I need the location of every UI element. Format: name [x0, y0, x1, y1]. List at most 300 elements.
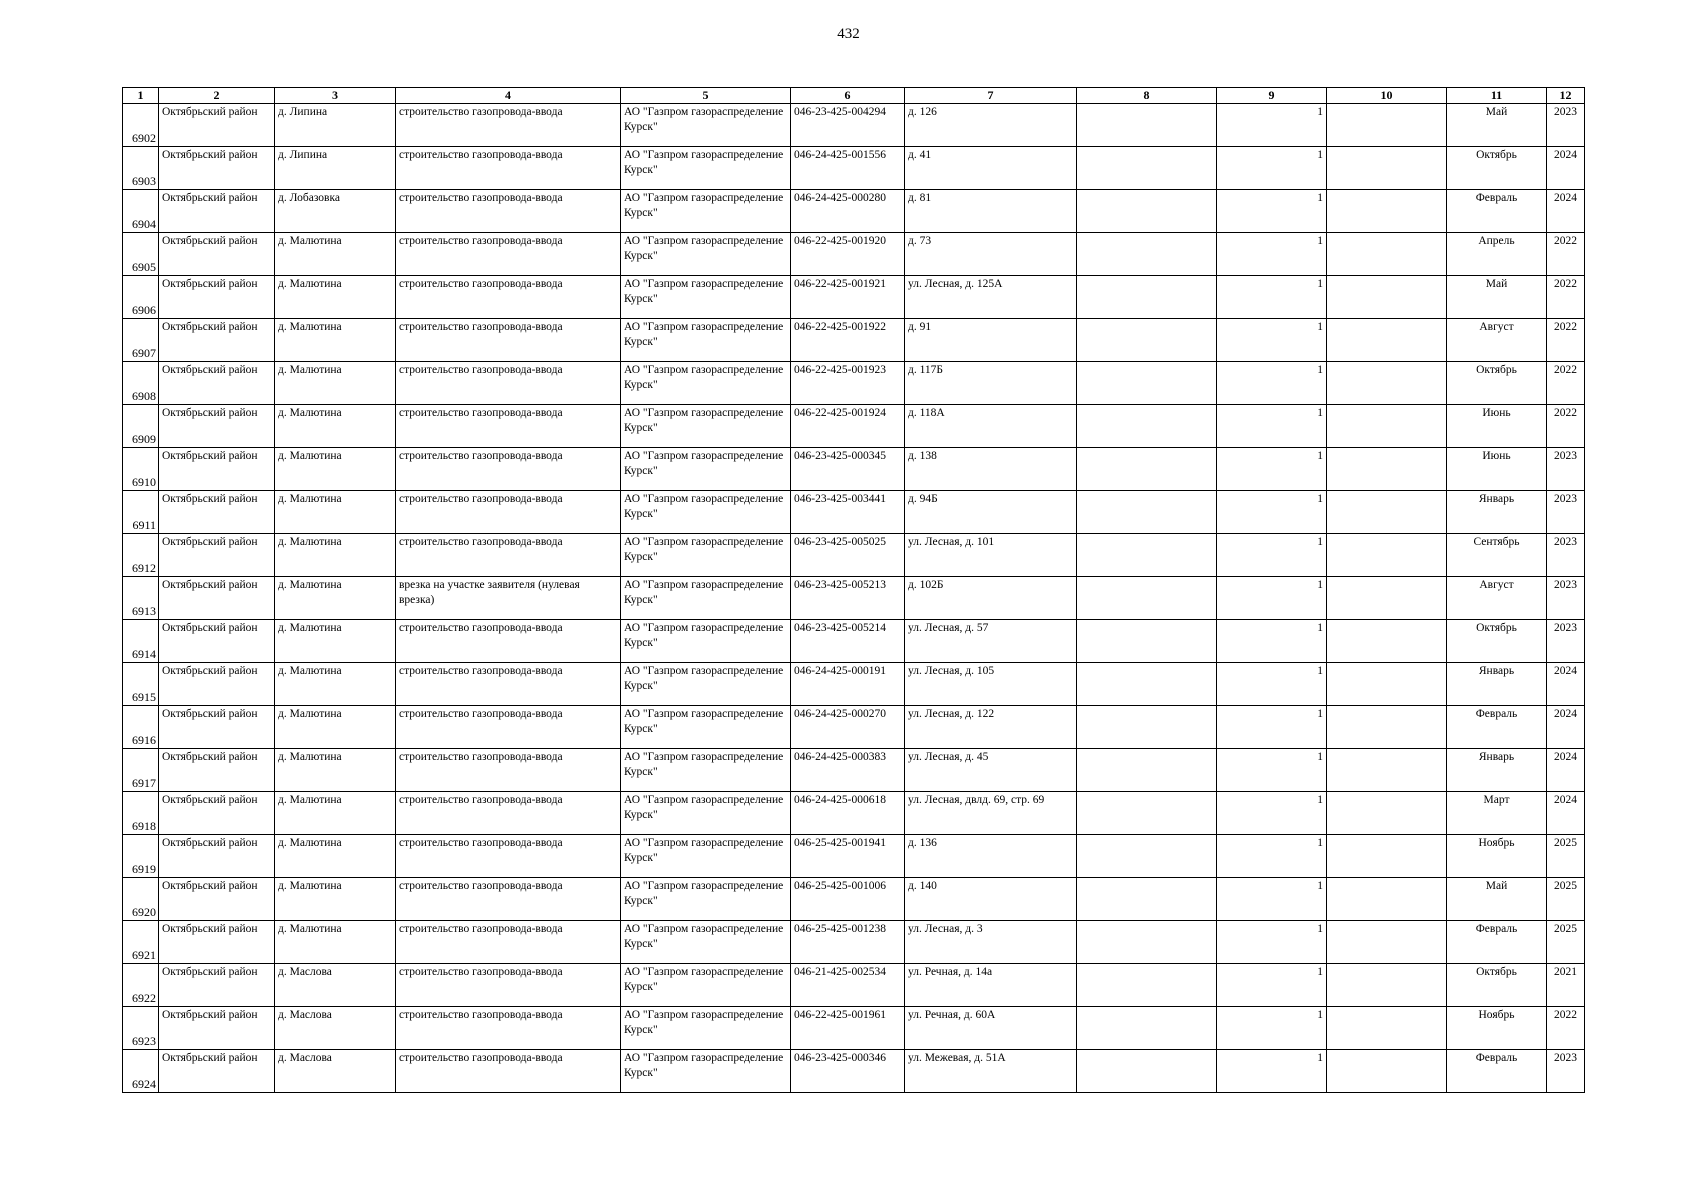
- row-number: 6924: [123, 1050, 159, 1093]
- column-10-cell: [1327, 706, 1447, 749]
- month-cell: Май: [1447, 276, 1547, 319]
- table-row: [123, 792, 1585, 835]
- column-8-cell: [1077, 620, 1217, 663]
- table-row: [123, 362, 1585, 405]
- month-cell: Февраль: [1447, 190, 1547, 233]
- column-8-cell: [1077, 1007, 1217, 1050]
- table-row: [123, 534, 1585, 577]
- address-cell: ул. Лесная, д. 122: [905, 706, 1077, 749]
- column-header: 12: [1547, 88, 1585, 104]
- row-number: 6906: [123, 276, 159, 319]
- column-10-cell: [1327, 362, 1447, 405]
- row-number: 6920: [123, 878, 159, 921]
- district-cell: Октябрьский район: [159, 233, 275, 276]
- table-row: [123, 1050, 1585, 1093]
- address-cell: д. 118А: [905, 405, 1077, 448]
- district-cell: Октябрьский район: [159, 921, 275, 964]
- column-header: 2: [159, 88, 275, 104]
- quantity-cell: 1: [1217, 749, 1327, 792]
- column-header: 10: [1327, 88, 1447, 104]
- row-number: 6911: [123, 491, 159, 534]
- column-header: 4: [396, 88, 621, 104]
- organization-cell: АО "Газпром газораспределение Курск": [621, 104, 791, 147]
- column-8-cell: [1077, 405, 1217, 448]
- row-number: 6909: [123, 405, 159, 448]
- settlement-cell: д. Малютина: [275, 534, 396, 577]
- work-type-cell: строительство газопровода-ввода: [396, 534, 621, 577]
- row-number: 6910: [123, 448, 159, 491]
- row-number: 6919: [123, 835, 159, 878]
- quantity-cell: 1: [1217, 878, 1327, 921]
- year-cell: 2022: [1547, 1007, 1585, 1050]
- quantity-cell: 1: [1217, 792, 1327, 835]
- column-header: 1: [123, 88, 159, 104]
- work-type-cell: строительство газопровода-ввода: [396, 706, 621, 749]
- work-type-cell: строительство газопровода-ввода: [396, 448, 621, 491]
- table-row: [123, 706, 1585, 749]
- month-cell: Октябрь: [1447, 147, 1547, 190]
- address-cell: ул. Речная, д. 60А: [905, 1007, 1077, 1050]
- column-8-cell: [1077, 835, 1217, 878]
- district-cell: Октябрьский район: [159, 362, 275, 405]
- address-cell: д. 102Б: [905, 577, 1077, 620]
- address-cell: ул. Лесная, д. 57: [905, 620, 1077, 663]
- application-code-cell: 046-23-425-000346: [791, 1050, 905, 1093]
- column-10-cell: [1327, 319, 1447, 362]
- year-cell: 2024: [1547, 792, 1585, 835]
- application-code-cell: 046-23-425-005214: [791, 620, 905, 663]
- column-8-cell: [1077, 534, 1217, 577]
- column-10-cell: [1327, 921, 1447, 964]
- row-number: 6923: [123, 1007, 159, 1050]
- table-body: [123, 104, 1585, 1093]
- column-header: 5: [621, 88, 791, 104]
- district-cell: Октябрьский район: [159, 620, 275, 663]
- work-type-cell: строительство газопровода-ввода: [396, 233, 621, 276]
- column-8-cell: [1077, 319, 1217, 362]
- quantity-cell: 1: [1217, 921, 1327, 964]
- year-cell: 2022: [1547, 276, 1585, 319]
- row-number: 6908: [123, 362, 159, 405]
- organization-cell: АО "Газпром газораспределение Курск": [621, 921, 791, 964]
- year-cell: 2023: [1547, 448, 1585, 491]
- month-cell: Май: [1447, 878, 1547, 921]
- work-type-cell: строительство газопровода-ввода: [396, 190, 621, 233]
- district-cell: Октябрьский район: [159, 878, 275, 921]
- row-number: 6907: [123, 319, 159, 362]
- application-code-cell: 046-25-425-001006: [791, 878, 905, 921]
- work-type-cell: строительство газопровода-ввода: [396, 792, 621, 835]
- row-number: 6913: [123, 577, 159, 620]
- address-cell: д. 41: [905, 147, 1077, 190]
- application-code-cell: 046-22-425-001921: [791, 276, 905, 319]
- column-8-cell: [1077, 491, 1217, 534]
- district-cell: Октябрьский район: [159, 276, 275, 319]
- district-cell: Октябрьский район: [159, 1050, 275, 1093]
- quantity-cell: 1: [1217, 276, 1327, 319]
- row-number: 6917: [123, 749, 159, 792]
- organization-cell: АО "Газпром газораспределение Курск": [621, 663, 791, 706]
- quantity-cell: 1: [1217, 147, 1327, 190]
- application-code-cell: 046-21-425-002534: [791, 964, 905, 1007]
- year-cell: 2023: [1547, 577, 1585, 620]
- month-cell: Октябрь: [1447, 362, 1547, 405]
- column-header: 9: [1217, 88, 1327, 104]
- settlement-cell: д. Малютина: [275, 319, 396, 362]
- row-number: 6918: [123, 792, 159, 835]
- quantity-cell: 1: [1217, 362, 1327, 405]
- settlement-cell: д. Малютина: [275, 792, 396, 835]
- year-cell: 2023: [1547, 534, 1585, 577]
- column-8-cell: [1077, 362, 1217, 405]
- row-number: 6903: [123, 147, 159, 190]
- organization-cell: АО "Газпром газораспределение Курск": [621, 1007, 791, 1050]
- column-10-cell: [1327, 620, 1447, 663]
- settlement-cell: д. Лобазовка: [275, 190, 396, 233]
- year-cell: 2024: [1547, 147, 1585, 190]
- district-cell: Октябрьский район: [159, 104, 275, 147]
- month-cell: Февраль: [1447, 1050, 1547, 1093]
- row-number: 6921: [123, 921, 159, 964]
- year-cell: 2022: [1547, 362, 1585, 405]
- table-row: [123, 190, 1585, 233]
- column-10-cell: [1327, 276, 1447, 319]
- column-8-cell: [1077, 233, 1217, 276]
- address-cell: д. 94Б: [905, 491, 1077, 534]
- application-code-cell: 046-23-425-003441: [791, 491, 905, 534]
- table-row: [123, 749, 1585, 792]
- settlement-cell: д. Малютина: [275, 362, 396, 405]
- work-type-cell: строительство газопровода-ввода: [396, 921, 621, 964]
- table-row: [123, 233, 1585, 276]
- quantity-cell: 1: [1217, 964, 1327, 1007]
- row-number: 6922: [123, 964, 159, 1007]
- row-number: 6915: [123, 663, 159, 706]
- month-cell: Октябрь: [1447, 620, 1547, 663]
- work-type-cell: строительство газопровода-ввода: [396, 276, 621, 319]
- year-cell: 2022: [1547, 233, 1585, 276]
- district-cell: Октябрьский район: [159, 835, 275, 878]
- address-cell: ул. Лесная, двлд. 69, стр. 69: [905, 792, 1077, 835]
- column-10-cell: [1327, 964, 1447, 1007]
- row-number: 6914: [123, 620, 159, 663]
- organization-cell: АО "Газпром газораспределение Курск": [621, 577, 791, 620]
- row-number: 6916: [123, 706, 159, 749]
- work-type-cell: врезка на участке заявителя (нулевая врезка): [396, 577, 621, 620]
- column-header: 7: [905, 88, 1077, 104]
- table-row: [123, 577, 1585, 620]
- address-cell: д. 140: [905, 878, 1077, 921]
- address-cell: ул. Лесная, д. 3: [905, 921, 1077, 964]
- year-cell: 2023: [1547, 620, 1585, 663]
- settlement-cell: д. Малютина: [275, 878, 396, 921]
- column-8-cell: [1077, 663, 1217, 706]
- page-number: 432: [837, 26, 860, 42]
- application-code-cell: 046-25-425-001941: [791, 835, 905, 878]
- settlement-cell: д. Малютина: [275, 448, 396, 491]
- district-cell: Октябрьский район: [159, 1007, 275, 1050]
- organization-cell: АО "Газпром газораспределение Курск": [621, 1050, 791, 1093]
- organization-cell: АО "Газпром газораспределение Курск": [621, 319, 791, 362]
- address-cell: ул. Лесная, д. 105: [905, 663, 1077, 706]
- table-row: [123, 491, 1585, 534]
- column-10-cell: [1327, 147, 1447, 190]
- application-code-cell: 046-24-425-000383: [791, 749, 905, 792]
- month-cell: Июнь: [1447, 405, 1547, 448]
- month-cell: Февраль: [1447, 706, 1547, 749]
- column-header: 11: [1447, 88, 1547, 104]
- quantity-cell: 1: [1217, 1050, 1327, 1093]
- column-8-cell: [1077, 921, 1217, 964]
- table-row: [123, 448, 1585, 491]
- column-8-cell: [1077, 1050, 1217, 1093]
- row-number: 6902: [123, 104, 159, 147]
- settlement-cell: д. Малютина: [275, 491, 396, 534]
- district-cell: Октябрьский район: [159, 964, 275, 1007]
- quantity-cell: 1: [1217, 706, 1327, 749]
- table-row: [123, 921, 1585, 964]
- month-cell: Август: [1447, 319, 1547, 362]
- month-cell: Февраль: [1447, 921, 1547, 964]
- year-cell: 2022: [1547, 319, 1585, 362]
- organization-cell: АО "Газпром газораспределение Курск": [621, 233, 791, 276]
- application-code-cell: 046-24-425-000191: [791, 663, 905, 706]
- organization-cell: АО "Газпром газораспределение Курск": [621, 276, 791, 319]
- column-8-cell: [1077, 706, 1217, 749]
- application-code-cell: 046-22-425-001920: [791, 233, 905, 276]
- organization-cell: АО "Газпром газораспределение Курск": [621, 620, 791, 663]
- month-cell: Апрель: [1447, 233, 1547, 276]
- organization-cell: АО "Газпром газораспределение Курск": [621, 878, 791, 921]
- settlement-cell: д. Малютина: [275, 620, 396, 663]
- quantity-cell: 1: [1217, 405, 1327, 448]
- work-type-cell: строительство газопровода-ввода: [396, 147, 621, 190]
- work-type-cell: строительство газопровода-ввода: [396, 620, 621, 663]
- quantity-cell: 1: [1217, 577, 1327, 620]
- year-cell: 2021: [1547, 964, 1585, 1007]
- column-10-cell: [1327, 491, 1447, 534]
- month-cell: Ноябрь: [1447, 835, 1547, 878]
- month-cell: Август: [1447, 577, 1547, 620]
- quantity-cell: 1: [1217, 534, 1327, 577]
- address-cell: д. 126: [905, 104, 1077, 147]
- registry-table: [122, 87, 1585, 1093]
- organization-cell: АО "Газпром газораспределение Курск": [621, 792, 791, 835]
- table-row: [123, 835, 1585, 878]
- row-number: 6905: [123, 233, 159, 276]
- settlement-cell: д. Малютина: [275, 835, 396, 878]
- column-10-cell: [1327, 190, 1447, 233]
- year-cell: 2025: [1547, 835, 1585, 878]
- organization-cell: АО "Газпром газораспределение Курск": [621, 362, 791, 405]
- column-10-cell: [1327, 835, 1447, 878]
- column-10-cell: [1327, 1007, 1447, 1050]
- work-type-cell: строительство газопровода-ввода: [396, 1050, 621, 1093]
- work-type-cell: строительство газопровода-ввода: [396, 1007, 621, 1050]
- settlement-cell: д. Малютина: [275, 405, 396, 448]
- district-cell: Октябрьский район: [159, 792, 275, 835]
- address-cell: д. 73: [905, 233, 1077, 276]
- address-cell: д. 138: [905, 448, 1077, 491]
- settlement-cell: д. Малютина: [275, 276, 396, 319]
- district-cell: Октябрьский район: [159, 190, 275, 233]
- application-code-cell: 046-23-425-004294: [791, 104, 905, 147]
- work-type-cell: строительство газопровода-ввода: [396, 663, 621, 706]
- year-cell: 2024: [1547, 663, 1585, 706]
- table-row: [123, 319, 1585, 362]
- settlement-cell: д. Маслова: [275, 1050, 396, 1093]
- month-cell: Март: [1447, 792, 1547, 835]
- work-type-cell: строительство газопровода-ввода: [396, 964, 621, 1007]
- column-10-cell: [1327, 878, 1447, 921]
- work-type-cell: строительство газопровода-ввода: [396, 319, 621, 362]
- year-cell: 2023: [1547, 104, 1585, 147]
- column-10-cell: [1327, 792, 1447, 835]
- quantity-cell: 1: [1217, 448, 1327, 491]
- month-cell: Ноябрь: [1447, 1007, 1547, 1050]
- month-cell: Январь: [1447, 663, 1547, 706]
- address-cell: ул. Речная, д. 14а: [905, 964, 1077, 1007]
- column-8-cell: [1077, 448, 1217, 491]
- application-code-cell: 046-24-425-001556: [791, 147, 905, 190]
- application-code-cell: 046-22-425-001922: [791, 319, 905, 362]
- column-10-cell: [1327, 233, 1447, 276]
- table-row: [123, 620, 1585, 663]
- header-row: [123, 88, 1585, 104]
- settlement-cell: д. Малютина: [275, 749, 396, 792]
- district-cell: Октябрьский район: [159, 577, 275, 620]
- address-cell: ул. Лесная, д. 45: [905, 749, 1077, 792]
- year-cell: 2023: [1547, 1050, 1585, 1093]
- table-row: [123, 1007, 1585, 1050]
- address-cell: д. 136: [905, 835, 1077, 878]
- settlement-cell: д. Малютина: [275, 577, 396, 620]
- month-cell: Май: [1447, 104, 1547, 147]
- quantity-cell: 1: [1217, 319, 1327, 362]
- table-row: [123, 405, 1585, 448]
- application-code-cell: 046-24-425-000618: [791, 792, 905, 835]
- district-cell: Октябрьский район: [159, 534, 275, 577]
- year-cell: 2024: [1547, 749, 1585, 792]
- table-row: [123, 147, 1585, 190]
- quantity-cell: 1: [1217, 233, 1327, 276]
- table-row: [123, 663, 1585, 706]
- column-10-cell: [1327, 534, 1447, 577]
- address-cell: д. 91: [905, 319, 1077, 362]
- district-cell: Октябрьский район: [159, 147, 275, 190]
- year-cell: 2025: [1547, 878, 1585, 921]
- column-10-cell: [1327, 577, 1447, 620]
- table-row: [123, 276, 1585, 319]
- year-cell: 2024: [1547, 706, 1585, 749]
- application-code-cell: 046-25-425-001238: [791, 921, 905, 964]
- address-cell: ул. Межевая, д. 51А: [905, 1050, 1077, 1093]
- organization-cell: АО "Газпром газораспределение Курск": [621, 448, 791, 491]
- application-code-cell: 046-22-425-001961: [791, 1007, 905, 1050]
- column-8-cell: [1077, 749, 1217, 792]
- organization-cell: АО "Газпром газораспределение Курск": [621, 491, 791, 534]
- application-code-cell: 046-22-425-001924: [791, 405, 905, 448]
- column-8-cell: [1077, 792, 1217, 835]
- month-cell: Январь: [1447, 749, 1547, 792]
- year-cell: 2024: [1547, 190, 1585, 233]
- address-cell: д. 81: [905, 190, 1077, 233]
- application-code-cell: 046-24-425-000270: [791, 706, 905, 749]
- column-8-cell: [1077, 104, 1217, 147]
- table-row: [123, 964, 1585, 1007]
- application-code-cell: 046-22-425-001923: [791, 362, 905, 405]
- row-number: 6912: [123, 534, 159, 577]
- column-8-cell: [1077, 878, 1217, 921]
- quantity-cell: 1: [1217, 491, 1327, 534]
- settlement-cell: д. Малютина: [275, 921, 396, 964]
- table-row: [123, 104, 1585, 147]
- month-cell: Январь: [1447, 491, 1547, 534]
- column-8-cell: [1077, 190, 1217, 233]
- organization-cell: АО "Газпром газораспределение Курск": [621, 835, 791, 878]
- district-cell: Октябрьский район: [159, 749, 275, 792]
- quantity-cell: 1: [1217, 190, 1327, 233]
- organization-cell: АО "Газпром газораспределение Курск": [621, 706, 791, 749]
- organization-cell: АО "Газпром газораспределение Курск": [621, 405, 791, 448]
- settlement-cell: д. Маслова: [275, 964, 396, 1007]
- settlement-cell: д. Малютина: [275, 233, 396, 276]
- settlement-cell: д. Липина: [275, 104, 396, 147]
- district-cell: Октябрьский район: [159, 706, 275, 749]
- work-type-cell: строительство газопровода-ввода: [396, 749, 621, 792]
- month-cell: Октябрь: [1447, 964, 1547, 1007]
- work-type-cell: строительство газопровода-ввода: [396, 835, 621, 878]
- address-cell: ул. Лесная, д. 125А: [905, 276, 1077, 319]
- column-header: 6: [791, 88, 905, 104]
- quantity-cell: 1: [1217, 835, 1327, 878]
- column-8-cell: [1077, 147, 1217, 190]
- column-10-cell: [1327, 104, 1447, 147]
- column-10-cell: [1327, 448, 1447, 491]
- year-cell: 2023: [1547, 491, 1585, 534]
- application-code-cell: 046-23-425-005025: [791, 534, 905, 577]
- application-code-cell: 046-24-425-000280: [791, 190, 905, 233]
- district-cell: Октябрьский район: [159, 448, 275, 491]
- application-code-cell: 046-23-425-005213: [791, 577, 905, 620]
- work-type-cell: строительство газопровода-ввода: [396, 491, 621, 534]
- settlement-cell: д. Малютина: [275, 706, 396, 749]
- quantity-cell: 1: [1217, 104, 1327, 147]
- work-type-cell: строительство газопровода-ввода: [396, 405, 621, 448]
- application-code-cell: 046-23-425-000345: [791, 448, 905, 491]
- month-cell: Сентябрь: [1447, 534, 1547, 577]
- column-8-cell: [1077, 577, 1217, 620]
- column-10-cell: [1327, 749, 1447, 792]
- organization-cell: АО "Газпром газораспределение Курск": [621, 190, 791, 233]
- work-type-cell: строительство газопровода-ввода: [396, 362, 621, 405]
- column-header: 3: [275, 88, 396, 104]
- column-8-cell: [1077, 964, 1217, 1007]
- column-10-cell: [1327, 1050, 1447, 1093]
- quantity-cell: 1: [1217, 1007, 1327, 1050]
- column-header: 8: [1077, 88, 1217, 104]
- address-cell: ул. Лесная, д. 101: [905, 534, 1077, 577]
- work-type-cell: строительство газопровода-ввода: [396, 878, 621, 921]
- quantity-cell: 1: [1217, 620, 1327, 663]
- work-type-cell: строительство газопровода-ввода: [396, 104, 621, 147]
- organization-cell: АО "Газпром газораспределение Курск": [621, 147, 791, 190]
- address-cell: д. 117Б: [905, 362, 1077, 405]
- column-10-cell: [1327, 405, 1447, 448]
- quantity-cell: 1: [1217, 663, 1327, 706]
- month-cell: Июнь: [1447, 448, 1547, 491]
- year-cell: 2022: [1547, 405, 1585, 448]
